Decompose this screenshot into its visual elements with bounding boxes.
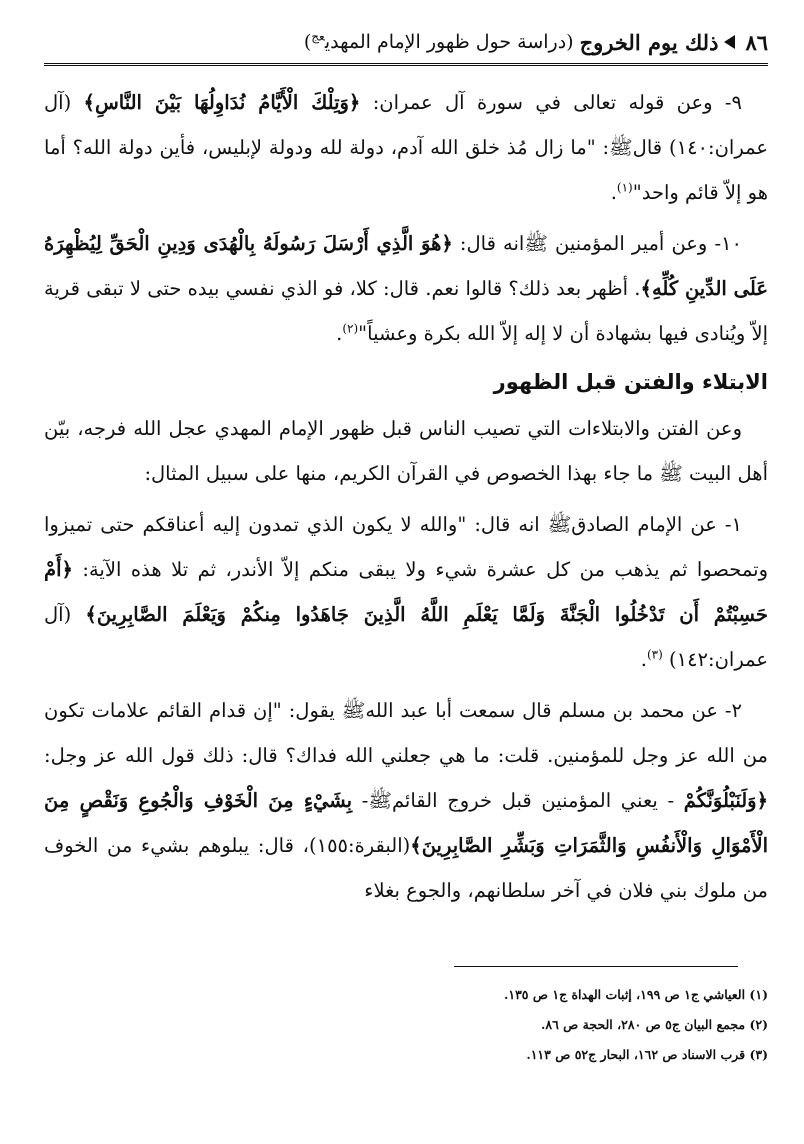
section-item-1: ١- عن الإمام الصادقﷺ انه قال: "والله لا يكون الذي تمدون إليه أعناقكم حتى تميزوا وتمحصوا ثم يذهب من كل عشرة شيء ولا يبقى منكم إلاّ الأندر، ثم تلا هذه الآية: ﴿أَمْ حَسِبْتُمْ أَن تَدْخُلُوا الْجَنَّةَ وَلَمَّا يَعْلَمِ اللَّهُ الَّذِينَ جَاهَدُوا مِنكُمْ وَيَعْلَمَ الصَّابِرِينَ﴾ (آل عمران:١٤٢) $^{(٣)}$. [44, 513, 768, 671]
section-intro: وعن الفتن والابتلاءات التي تصيب الناس قبل ظهور الإمام المهدي عجل الله فرجه، بيّن أهل البيت ﷺ ما جاء بهذا الخصوص في القرآن الكريم، منها على سبيل المثال: [44, 417, 768, 485]
header-rule [44, 63, 768, 68]
paragraph-9: ٩- وعن قوله تعالى في سورة آل عمران: ﴿وَتِلْكَ الْأَيَّامُ نُدَاوِلُهَا بَيْنَ النَّاسِ﴾ (آل عمران:١٤٠) قالﷺ: "ما زال مُذ خلق الله آدم، دولة لله ودولة لإبليس، فأين دولة الله؟ أما هو إلاّ قائم واحد"$^{(١)}$. [44, 91, 768, 204]
quran-quote: ﴿أَمْ حَسِبْتُمْ أَن تَدْخُلُوا الْجَنَّةَ وَلَمَّا يَعْلَمِ اللَّهُ الَّذِينَ جَاهَدُوا مِنكُمْ وَيَعْلَمَ الصَّابِرِينَ﴾ [44, 558, 768, 626]
subtitle-mark: عج [311, 29, 325, 44]
main-text [44, 80, 768, 919]
quran-quote: ﴿وَتِلْكَ الْأَيَّامُ نُدَاوِلُهَا بَيْنَ النَّاسِ﴾ [83, 91, 361, 114]
section-heading: الابتلاء والفتن قبل الظهور [493, 370, 768, 394]
footnote-1: (١) العياشي ج١ ص ١٩٩، إثبات الهداة ج١ ص ١٣٥. [504, 987, 768, 1002]
running-header [44, 22, 768, 62]
footnote-3: (٣) قرب الاسناد ص ١٦٢، البحار ج٥٢ ص ١١٣. [526, 1047, 768, 1062]
page-number: ٨٦ [745, 29, 768, 55]
book-title: ذلك يوم الخروج [579, 29, 719, 55]
quran-quote: بِشَيْءٍ مِنَ الْخَوْفِ وَالْجُوعِ وَنَقْصٍ مِنَ الْأَمْوَالِ وَالْأَنفُسِ وَالثَّمَرَاتِ وَبَشِّرِ الصَّابِرِينَ﴾ [44, 789, 769, 857]
footnote-ref: (٣) [646, 647, 663, 662]
paragraph-10: ١٠- وعن أمير المؤمنين ﷺانه قال: ﴿هُوَ الَّذِي أَرْسَلَ رَسُولَهُ بِالْهُدَى وَدِينِ الْحَقِّ لِيُظْهِرَهُ عَلَى الدِّينِ كُلِّهِ﴾. أظهر بعد ذلك؟ قالوا نعم. قال: كلا، فو الذي نفسي بيده حتى لا تبقى قرية إلاّ ويُنادى فيها بشهادة أن لا إله إلاّ الله بكرة وعشياً"$^{(٢)}$. [44, 232, 768, 345]
header-triangle-icon [724, 35, 735, 49]
footnote-ref: (٢) [342, 321, 359, 336]
quran-quote: ﴿هُوَ الَّذِي أَرْسَلَ رَسُولَهُ بِالْهُدَى وَدِينِ الْحَقِّ لِيُظْهِرَهُ عَلَى الدِّينِ كُلِّهِ﴾ [44, 232, 768, 300]
footnotes [308, 980, 768, 1070]
footnote-ref: (١) [616, 180, 633, 195]
section-item-2: ٢- عن محمد بن مسلم قال سمعت أبا عبد اللهﷺ يقول: "إن قدام القائم علامات تكون من الله عز وجل للمؤمنين. قلت: ما هي جعلني الله فداك؟ قال: ذلك قول الله عز وجل: ﴿وَلَنَبْلُوَنَّكُمْ - يعني المؤمنين قبل خروج القائمﷺ- بِشَيْءٍ مِنَ الْخَوْفِ وَالْجُوعِ وَنَقْصٍ مِنَ الْأَمْوَالِ وَالْأَنفُسِ وَالثَّمَرَاتِ وَبَشِّرِ الصَّابِرِينَ﴾(البقرة:١٥٥)، قال: يبلوهم بشيء من الخوف من ملوك بني فلان في آخر سلطانهم، والجوع بغلاء [44, 699, 769, 902]
book-subtitle: (دراسة حول ظهور الإمام المهدي$^{عج}$) [303, 29, 574, 53]
quran-quote: ﴿وَلَنَبْلُوَنَّكُمْ [683, 789, 768, 812]
footnote-2: (٢) مجمع البيان ج٥ ص ٢٨٠، الحجة ص ٨٦. [541, 1017, 768, 1032]
footnote-rule [454, 966, 738, 967]
